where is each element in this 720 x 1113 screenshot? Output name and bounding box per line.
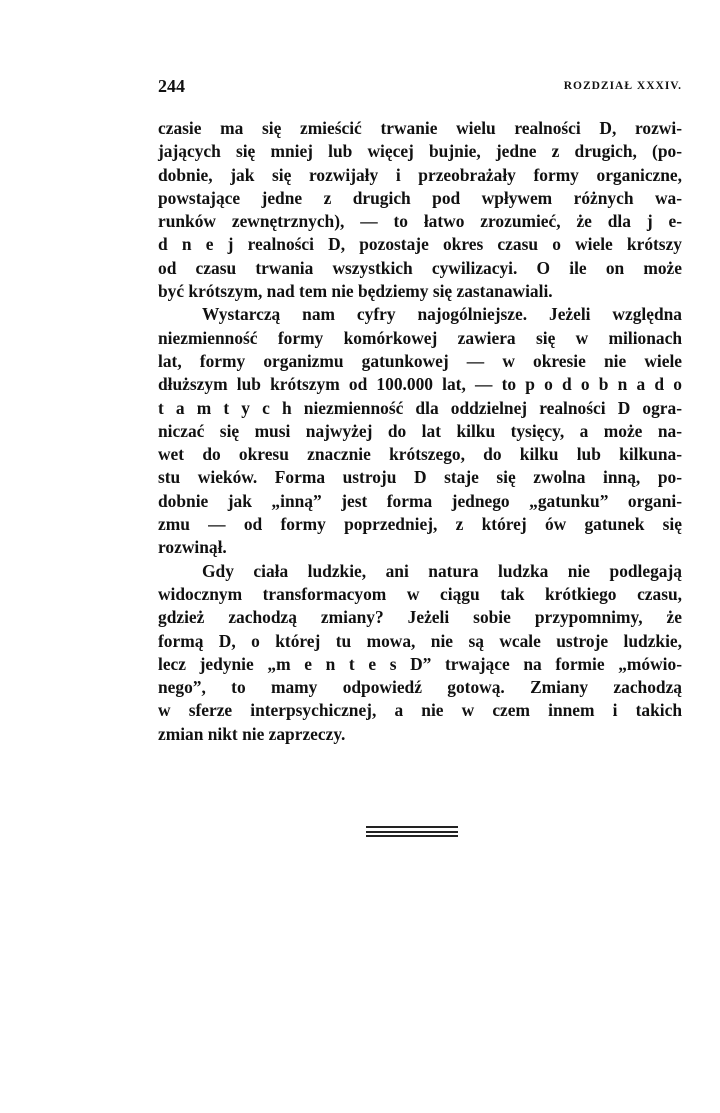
text-line: Gdy ciała ludzkie, ani natura ludzka nie podlegają (202, 560, 682, 581)
text-line: niezmienność formy komórkowej zawiera się w milionach (158, 327, 682, 348)
page-header (158, 76, 682, 100)
page-number: 244 (158, 76, 185, 96)
rule-line (366, 831, 458, 833)
text-line: powstające jedne z drugich pod wpływem różnych wa‑ (158, 187, 682, 208)
text-line: nego”, to mamy odpowiedź gotową. Zmiany zachodzą (158, 677, 682, 698)
section-end-rule (366, 826, 458, 838)
text-line: wet do okresu znacznie krótszego, do kilku lub kilkuna‑ (158, 444, 682, 465)
text-line: dobnie jak „inną” jest forma jednego „gatunku” organi‑ (158, 490, 682, 511)
text-line: lecz jedynie „m e n t e s D” trwające na formie „mówio‑ (158, 653, 682, 674)
text-line: d n e j realności D, pozostaje okres czasu o wiele krótszy (158, 234, 682, 255)
text-line: lat, formy organizmu gatunkowej — w okresie nie wiele (158, 350, 682, 371)
text-line: zmu — od formy poprzedniej, z której ów gatunek się (158, 514, 682, 535)
text-line: rozwinął. (158, 537, 227, 558)
text-line: dobnie, jak się rozwijały i przeobrażały formy organiczne, (158, 164, 682, 185)
text-line: gdzież zachodzą zmiany? Jeżeli sobie przypomnimy, że (158, 607, 682, 628)
text-line: t a m t y c h niezmienność dla oddzielnej realności D ogra‑ (158, 397, 682, 418)
paragraph-2 (158, 303, 682, 559)
text-line: formą D, o której tu mowa, nie są wcale ustroje ludzkie, (158, 630, 682, 651)
text-line: czasie ma się zmieścić trwanie wielu realności D, rozwi‑ (158, 118, 682, 138)
running-head: ROZDZIAŁ XXXIV. (563, 80, 682, 92)
body-text (158, 117, 682, 746)
text-line: runków zewnętrznych), — to łatwo zrozumieć, że dla j e‑ (158, 211, 682, 232)
text-line: jających się mniej lub więcej bujnie, jedne z drugich, (po‑ (158, 141, 682, 162)
text-line: niczać się musi najwyżej do lat kilku tysięcy, a może na‑ (158, 420, 682, 441)
text-line: być krótszym, nad tem nie będziemy się zastanawiali. (158, 281, 553, 302)
text-line: od czasu trwania wszystkich cywilizacyi. O ile on może (158, 257, 682, 278)
paragraph-1 (158, 117, 682, 303)
text-line: dłuższym lub krótszym od 100.000 lat, — to p o d o b n a d o (158, 374, 682, 395)
rule-line (366, 835, 458, 837)
rule-line (366, 826, 458, 828)
text-line: zmian nikt nie zaprzeczy. (158, 723, 346, 744)
text-line: widocznym transformacyom w ciągu tak krótkiego czasu, (158, 583, 682, 604)
paragraph-3 (158, 560, 682, 746)
text-line: w sferze interpsychicznej, a nie w czem innem i takich (158, 700, 682, 721)
text-line: Wystarczą nam cyfry najogólniejsze. Jeżeli względna (202, 304, 682, 325)
text-line: stu wieków. Forma ustroju D staje się zwolna inną, po‑ (158, 467, 682, 488)
